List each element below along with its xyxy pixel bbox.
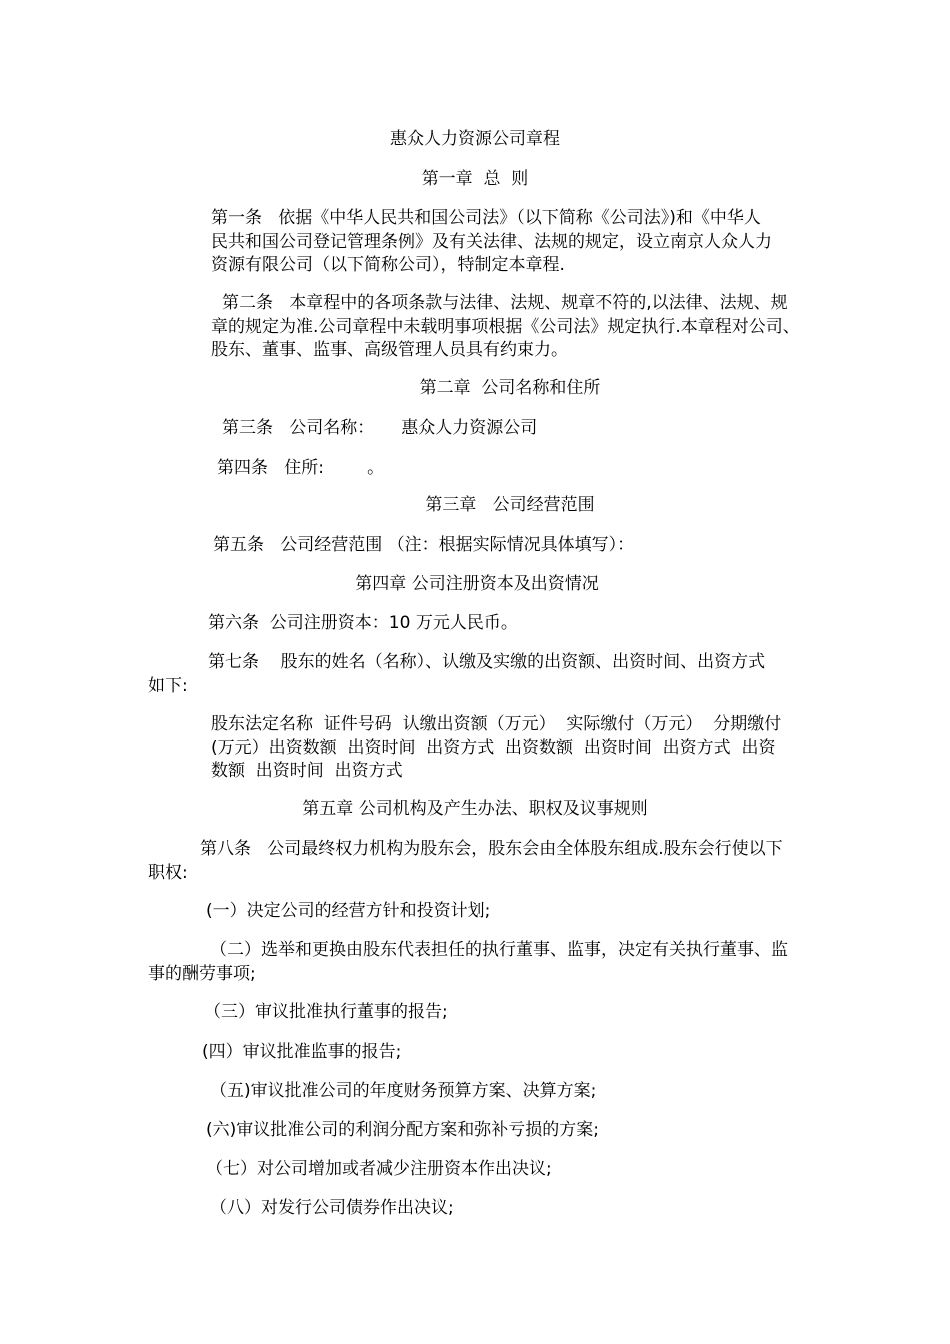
article-8-line-2: 职权:: [148, 863, 188, 883]
power-item-3: （三）审议批准执行董事的报告;: [204, 1002, 448, 1022]
power-item-8: （八）对发行公司债券作出决议;: [210, 1198, 454, 1218]
table-header-line-3: 数额 出资时间 出资方式: [211, 761, 403, 781]
article-5: 第五条 公司经营范围 （注：根据实际情况具体填写）：: [213, 535, 635, 555]
article-1-line-1: 第一条 依据《中华人民共和国公司法》（以下简称《公司法》)和《中华人: [211, 208, 761, 228]
chapter-2-heading: 第二章 公司名称和住所: [419, 378, 601, 398]
power-item-5: （五)审议批准公司的年度财务预算方案、决算方案;: [210, 1081, 597, 1101]
article-7-line-1: 第七条 股东的姓名（名称）、认缴及实缴的出资额、出资时间、出资方式: [208, 652, 766, 672]
table-header-line-2: (万元）出资数额 出资时间 出资方式 出资数额 出资时间 出资方式 出资: [211, 738, 776, 758]
chapter-5-heading: 第五章 公司机构及产生办法、职权及议事规则: [302, 799, 648, 819]
article-8-line-1: 第八条 公司最终权力机构为股东会，股东会由全体股东组成.股东会行使以下: [200, 839, 783, 859]
power-item-4: (四）审议批准监事的报告;: [202, 1042, 402, 1062]
article-2-line-2: 章的规定为准.公司章程中未载明事项根据《公司法》规定执行.本章程对公司、: [211, 317, 800, 337]
chapter-4-heading: 第四章 公司注册资本及出资情况: [355, 574, 599, 594]
article-4: 第四条 住所: 。: [217, 458, 385, 478]
article-2-line-3: 股东、董事、监事、高级管理人员具有约束力。: [211, 340, 568, 360]
power-item-1: (一）决定公司的经营方针和投资计划;: [206, 901, 491, 921]
power-item-7: （七）对公司增加或者减少注册资本作出决议;: [206, 1159, 552, 1179]
table-header-line-1: 股东法定名称 证件号码 认缴出资额（万元） 实际缴付（万元） 分期缴付: [211, 714, 782, 734]
chapter-1-heading: 第一章 总 则: [421, 169, 529, 189]
power-item-2-line-2: 事的酬劳事项;: [148, 964, 256, 984]
article-7-line-2: 如下:: [148, 676, 188, 696]
document-title: 惠众人力资源公司章程: [390, 129, 560, 149]
power-item-2-line-1: （二）选举和更换由股东代表担任的执行董事、监事，决定有关执行董事、监: [210, 940, 788, 960]
article-2-line-1: 第二条 本章程中的各项条款与法律、法规、规章不符的,以法律、法规、规: [222, 293, 788, 313]
article-1-line-3: 资源有限公司（以下简称公司），特制定本章程.: [211, 255, 565, 275]
chapter-3-heading: 第三章 公司经营范围: [425, 495, 595, 515]
article-1-line-2: 民共和国公司登记管理条例》及有关法律、法规的规定，设立南京人众人力: [211, 232, 772, 252]
article-6: 第六条 公司注册资本：10 万元人民币。: [208, 613, 518, 633]
article-3: 第三条 公司名称： 惠众人力资源公司: [222, 418, 538, 438]
power-item-6: (六)审议批准公司的利润分配方案和弥补亏损的方案;: [206, 1120, 599, 1140]
